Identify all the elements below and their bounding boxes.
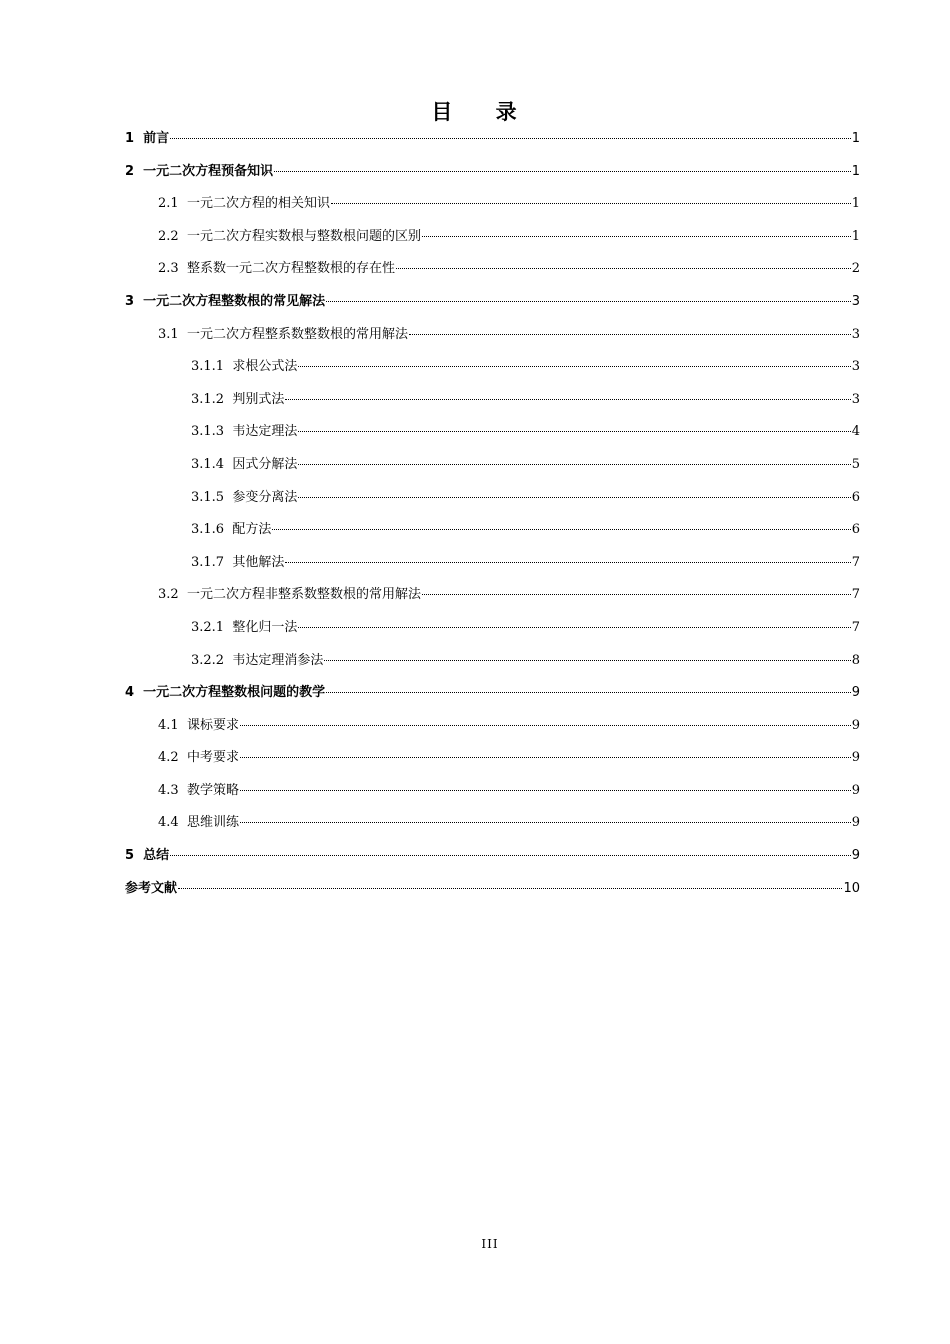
toc-entry-number: 3.1.4: [191, 456, 233, 472]
toc-entry-number: 2.1: [158, 196, 187, 212]
toc-entry-number: 3.1.3: [191, 424, 233, 440]
dot-leader: [298, 431, 850, 432]
toc-entry[interactable]: [125, 519, 860, 552]
toc-entry[interactable]: [125, 780, 860, 813]
toc-entry-page: 6: [851, 522, 860, 538]
dot-leader: [240, 790, 851, 791]
toc-entry-label: 一元二次方程的相关知识: [186, 196, 330, 212]
toc-entry-label: 教学策略: [186, 782, 239, 798]
toc-entry-page: 10: [843, 880, 860, 896]
dot-leader: [298, 627, 850, 628]
toc-entry-number: 3.1.6: [191, 522, 233, 538]
dot-leader: [396, 268, 851, 269]
toc-entry[interactable]: [125, 878, 860, 911]
toc-entry-number: 3.1: [158, 326, 187, 342]
toc-entry-number: 3: [125, 293, 144, 309]
dot-leader: [178, 888, 842, 889]
dot-leader: [240, 822, 851, 823]
toc-entry[interactable]: [125, 291, 860, 324]
dot-leader: [422, 236, 851, 237]
toc-entry-number: 4.2: [158, 750, 187, 766]
toc-entry[interactable]: [125, 845, 860, 878]
toc-entry-page: 9: [851, 685, 860, 701]
toc-entry[interactable]: [125, 258, 860, 291]
toc-entry-label: 一元二次方程非整系数整数根的常用解法: [186, 587, 421, 603]
toc-entry-number: 2.2: [158, 228, 187, 244]
toc-entry-page: 2: [851, 261, 860, 277]
toc-entry-label: 中考要求: [186, 750, 239, 766]
toc-entry[interactable]: [125, 617, 860, 650]
toc-entry-label: 整化归一法: [232, 619, 298, 635]
toc-entry-label: 其他解法: [232, 554, 285, 570]
toc-entry[interactable]: [125, 487, 860, 520]
toc-entry-page: 9: [851, 717, 860, 733]
toc-entry-page: 7: [851, 619, 860, 635]
toc-entry[interactable]: [125, 421, 860, 454]
toc-entry[interactable]: [125, 161, 860, 194]
toc-entry-number: 3.1.5: [191, 489, 233, 505]
toc-entry-number: 3.1.1: [191, 359, 233, 375]
toc-entry-label: 总结: [143, 848, 170, 864]
dot-leader: [170, 138, 851, 139]
toc-entry-label: 判别式法: [232, 391, 285, 407]
toc-entry-number: 3.1.2: [191, 391, 233, 407]
toc-entry-label: 求根公式法: [232, 359, 298, 375]
toc-entry-label: 配方法: [232, 522, 272, 538]
dot-leader: [331, 203, 851, 204]
toc-entry-label: 一元二次方程整系数整数根的常用解法: [186, 326, 408, 342]
toc-entry-label: 韦达定理消参法: [232, 652, 324, 668]
toc-entry-number: 3.2: [158, 587, 187, 603]
toc-entry[interactable]: [125, 812, 860, 845]
toc-entry[interactable]: [125, 552, 860, 585]
toc-entry-page: 1: [851, 228, 860, 244]
toc-entry-label: 一元二次方程实数根与整数根问题的区别: [186, 228, 421, 244]
toc-entry-page: 8: [851, 652, 860, 668]
toc-entry-number: 2.3: [158, 261, 187, 277]
toc-entry-number: 3.1.7: [191, 554, 233, 570]
dot-leader: [298, 366, 850, 367]
toc-entry-page: 3: [851, 359, 860, 375]
toc-entry-number: 2: [125, 163, 144, 179]
dot-leader: [274, 171, 851, 172]
toc-entry-label: 思维训练: [186, 815, 239, 831]
dot-leader: [240, 757, 851, 758]
toc-entry-page: 9: [851, 815, 860, 831]
dot-leader: [285, 399, 850, 400]
toc-entry-label: 一元二次方程预备知识: [143, 163, 274, 179]
toc-entry-label: 课标要求: [186, 717, 239, 733]
toc-title: 目 录: [431, 100, 535, 124]
toc-entry-page: 1: [851, 131, 860, 146]
toc-entry[interactable]: [125, 715, 860, 748]
dot-leader: [409, 334, 851, 335]
toc-entry-number: 3.2.2: [191, 652, 233, 668]
dot-leader: [422, 594, 851, 595]
toc-entry-page: 7: [851, 554, 860, 570]
toc-entry[interactable]: [125, 356, 860, 389]
dot-leader: [240, 725, 851, 726]
toc-entry-page: 7: [851, 587, 860, 603]
dot-leader: [326, 301, 851, 302]
toc-entry-page: 4: [851, 424, 860, 440]
toc-entry[interactable]: [125, 584, 860, 617]
toc-entry[interactable]: [125, 650, 860, 683]
toc-entry-number: 5: [125, 848, 144, 864]
toc-entry-page: 3: [851, 391, 860, 407]
toc-entry-number: 4.4: [158, 815, 187, 831]
dot-leader: [272, 529, 850, 530]
toc-entry-number: 3.2.1: [191, 619, 233, 635]
toc-entry-number: 1: [125, 131, 144, 146]
toc-entry[interactable]: [125, 324, 860, 357]
toc-entry[interactable]: [125, 226, 860, 259]
toc-entry-number: 4: [125, 685, 144, 701]
toc-entry-label: 因式分解法: [232, 456, 298, 472]
toc-entry-number: 4.3: [158, 782, 187, 798]
toc-entry-page: 9: [851, 782, 860, 798]
toc-list: [125, 128, 860, 910]
dot-leader: [298, 464, 850, 465]
toc-entry-label: 参变分离法: [232, 489, 298, 505]
toc-entry-label: 韦达定理法: [232, 424, 298, 440]
dot-leader: [298, 497, 850, 498]
toc-entry[interactable]: [125, 193, 860, 226]
toc-entry-label: 参考文献: [125, 880, 178, 896]
toc-entry[interactable]: [125, 682, 860, 715]
toc-entry[interactable]: [125, 389, 860, 422]
toc-entry-page: 1: [851, 163, 860, 179]
dot-leader: [285, 562, 850, 563]
dot-leader: [326, 692, 851, 693]
toc-entry-page: 3: [851, 293, 860, 309]
page-number-footer: III: [481, 1237, 499, 1251]
toc-entry-number: 4.1: [158, 717, 187, 733]
toc-entry[interactable]: [125, 747, 860, 780]
toc-entry[interactable]: [125, 454, 860, 487]
toc-entry-page: 9: [851, 848, 860, 864]
toc-entry-page: 3: [851, 326, 860, 342]
toc-entry-page: 5: [851, 456, 860, 472]
dot-leader: [324, 660, 850, 661]
toc-entry-label: 前言: [143, 131, 170, 146]
toc-entry-page: 9: [851, 750, 860, 766]
toc-entry-page: 6: [851, 489, 860, 505]
toc-entry-page: 1: [851, 196, 860, 212]
toc-entry-label: 整系数一元二次方程整数根的存在性: [186, 261, 395, 277]
toc-entry-label: 一元二次方程整数根的常见解法: [143, 293, 326, 309]
toc-entry-label: 一元二次方程整数根问题的教学: [143, 685, 326, 701]
toc-entry[interactable]: [125, 128, 860, 161]
dot-leader: [170, 855, 851, 856]
